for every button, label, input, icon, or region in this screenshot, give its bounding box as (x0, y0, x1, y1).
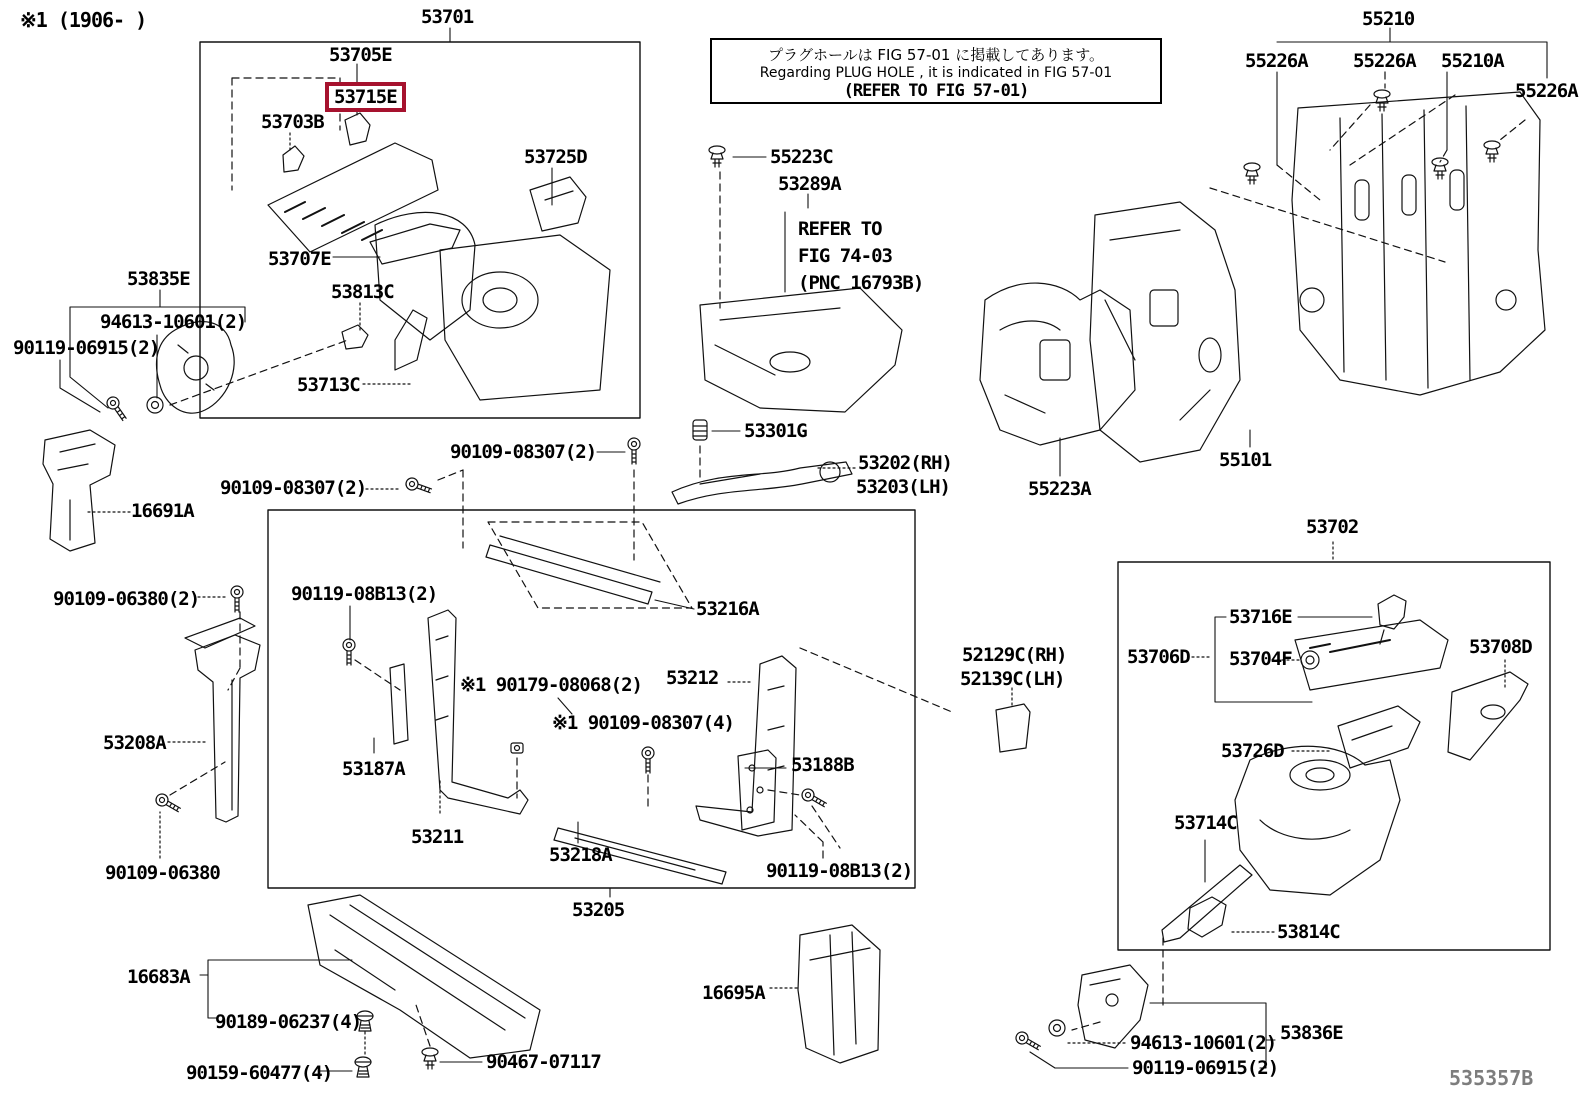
part-label-53725D[interactable]: 53725D (524, 146, 587, 168)
part-drawing-53211 (428, 610, 528, 814)
variant-note: ※1 (1906- ) (20, 8, 147, 32)
part-drawing-53208A (185, 618, 260, 822)
part-drawing-16683A (308, 895, 540, 1058)
diagram-id: 535357B (1449, 1066, 1534, 1090)
part-label-53301G[interactable]: 53301G (744, 420, 807, 442)
part-label-90159-60477[interactable]: 90159-60477(4) (186, 1062, 333, 1084)
part-drawing-16695A (798, 925, 880, 1063)
part-label-90109-08307-2b[interactable]: 90109-08307(2) (450, 441, 597, 463)
part-label-53218A[interactable]: 53218A (549, 844, 612, 866)
part-drawing-53708D (1448, 672, 1528, 760)
part-drawing-55223A (980, 283, 1135, 445)
part-label-53702[interactable]: 53702 (1306, 516, 1359, 538)
part-label-55223C[interactable]: 55223C (770, 146, 833, 168)
part-label-53836E[interactable]: 53836E (1280, 1022, 1343, 1044)
part-label-53835E[interactable]: 53835E (127, 268, 190, 290)
part-drawing-53704F (1301, 651, 1319, 669)
part-drawing-53835E (156, 322, 234, 414)
part-label-53703B[interactable]: 53703B (261, 111, 324, 133)
part-label-90119-08B13-b[interactable]: 90119-08B13(2) (766, 860, 913, 882)
part-label-53714C[interactable]: 53714C (1174, 812, 1237, 834)
part-label-53203[interactable]: 53203(LH) (856, 476, 950, 498)
part-drawing-53726D (1338, 706, 1420, 768)
assembly-box-53701 (200, 42, 640, 418)
part-label-90119-08B13-a[interactable]: 90119-08B13(2) (291, 583, 438, 605)
part-label-53289A[interactable]: 53289A (778, 173, 841, 195)
plug-hole-info-box (710, 38, 1162, 104)
part-label-53216A[interactable]: 53216A (696, 598, 759, 620)
part-drawing-53714C (1162, 865, 1252, 942)
part-label-53726D[interactable]: 53726D (1221, 740, 1284, 762)
part-label-53707E[interactable]: 53707E (268, 248, 331, 270)
part-label-53715E[interactable]: 53715E (325, 82, 406, 112)
part-label-53704F[interactable]: 53704F (1229, 648, 1292, 670)
part-label-90109-08307-2a[interactable]: 90109-08307(2) (220, 477, 367, 499)
part-label-90109-08307-4[interactable]: ※1 90109-08307(4) (552, 712, 734, 734)
part-label-90189-06237[interactable]: 90189-06237(4) (215, 1011, 362, 1033)
part-drawing-undercover-53289A (700, 288, 902, 412)
part-label-55226A-1[interactable]: 55226A (1245, 50, 1308, 72)
info-box-line-jp: プラグホールは FIG 57-01 に掲載してあります。 (767, 46, 1105, 64)
refer-note-line1: REFER TO (798, 218, 882, 240)
part-label-16683A[interactable]: 16683A (127, 966, 190, 988)
part-label-53716E[interactable]: 53716E (1229, 606, 1292, 628)
part-label-53708D[interactable]: 53708D (1469, 636, 1532, 658)
part-label-55101[interactable]: 55101 (1219, 449, 1272, 471)
part-label-16695A[interactable]: 16695A (702, 982, 765, 1004)
part-label-53187A[interactable]: 53187A (342, 758, 405, 780)
part-label-94613-10601-b[interactable]: 94613-10601(2) (1130, 1032, 1277, 1054)
refer-note-line3: (PNC 16793B) (798, 272, 924, 294)
part-label-90109-06380-2[interactable]: 90109-06380(2) (53, 588, 200, 610)
part-label-53701[interactable]: 53701 (421, 6, 474, 28)
part-label-53211[interactable]: 53211 (411, 826, 464, 848)
info-box-line-en: Regarding PLUG HOLE , it is indicated in FIG 57-01 (759, 65, 1113, 81)
part-label-16691A[interactable]: 16691A (131, 500, 194, 522)
part-label-55223A[interactable]: 55223A (1028, 478, 1091, 500)
part-drawing-16691A (43, 430, 115, 551)
assembly-box-53205 (268, 510, 915, 888)
part-label-53706D[interactable]: 53706D (1127, 646, 1190, 668)
part-label-53208A[interactable]: 53208A (103, 732, 166, 754)
part-label-53813C[interactable]: 53813C (331, 281, 394, 303)
part-drawing-55210 (1292, 92, 1545, 395)
part-label-52139C[interactable]: 52139C(LH) (960, 668, 1065, 690)
part-label-53212[interactable]: 53212 (666, 667, 719, 689)
part-label-53713C[interactable]: 53713C (297, 374, 360, 396)
part-label-53188B[interactable]: 53188B (791, 754, 854, 776)
part-drawing-55101 (1090, 202, 1240, 462)
refer-note-53289A (798, 216, 923, 297)
part-label-55210[interactable]: 55210 (1362, 8, 1415, 30)
part-drawing-53716E (1378, 595, 1406, 644)
part-label-52129C[interactable]: 52129C(RH) (962, 644, 1067, 666)
part-drawing-53187A (390, 664, 408, 744)
part-label-94613-10601[interactable]: 94613-10601(2) (100, 311, 247, 333)
part-label-53202[interactable]: 53202(RH) (858, 452, 952, 474)
part-label-55210A[interactable]: 55210A (1441, 50, 1504, 72)
part-label-90119-06915[interactable]: 90119-06915(2) (13, 337, 160, 359)
info-box-line-ref: (REFER TO FIG 57-01) (843, 81, 1029, 101)
part-label-90467-07117[interactable]: 90467-07117 (486, 1051, 601, 1073)
part-label-90119-06915-b[interactable]: 90119-06915(2) (1132, 1057, 1279, 1079)
part-drawing-52129C (996, 704, 1030, 752)
part-label-90179-08068[interactable]: ※1 90179-08068(2) (460, 674, 642, 696)
part-label-55226A-3[interactable]: 55226A (1515, 80, 1578, 102)
part-label-90109-06380[interactable]: 90109-06380 (105, 862, 220, 884)
part-label-55226A-2[interactable]: 55226A (1353, 50, 1416, 72)
part-label-53705E[interactable]: 53705E (329, 44, 392, 66)
refer-note-line2: FIG 74-03 (798, 245, 892, 267)
part-drawing-wheelhouse (1235, 746, 1400, 895)
part-label-53205[interactable]: 53205 (572, 899, 625, 921)
part-label-53814C[interactable]: 53814C (1277, 921, 1340, 943)
